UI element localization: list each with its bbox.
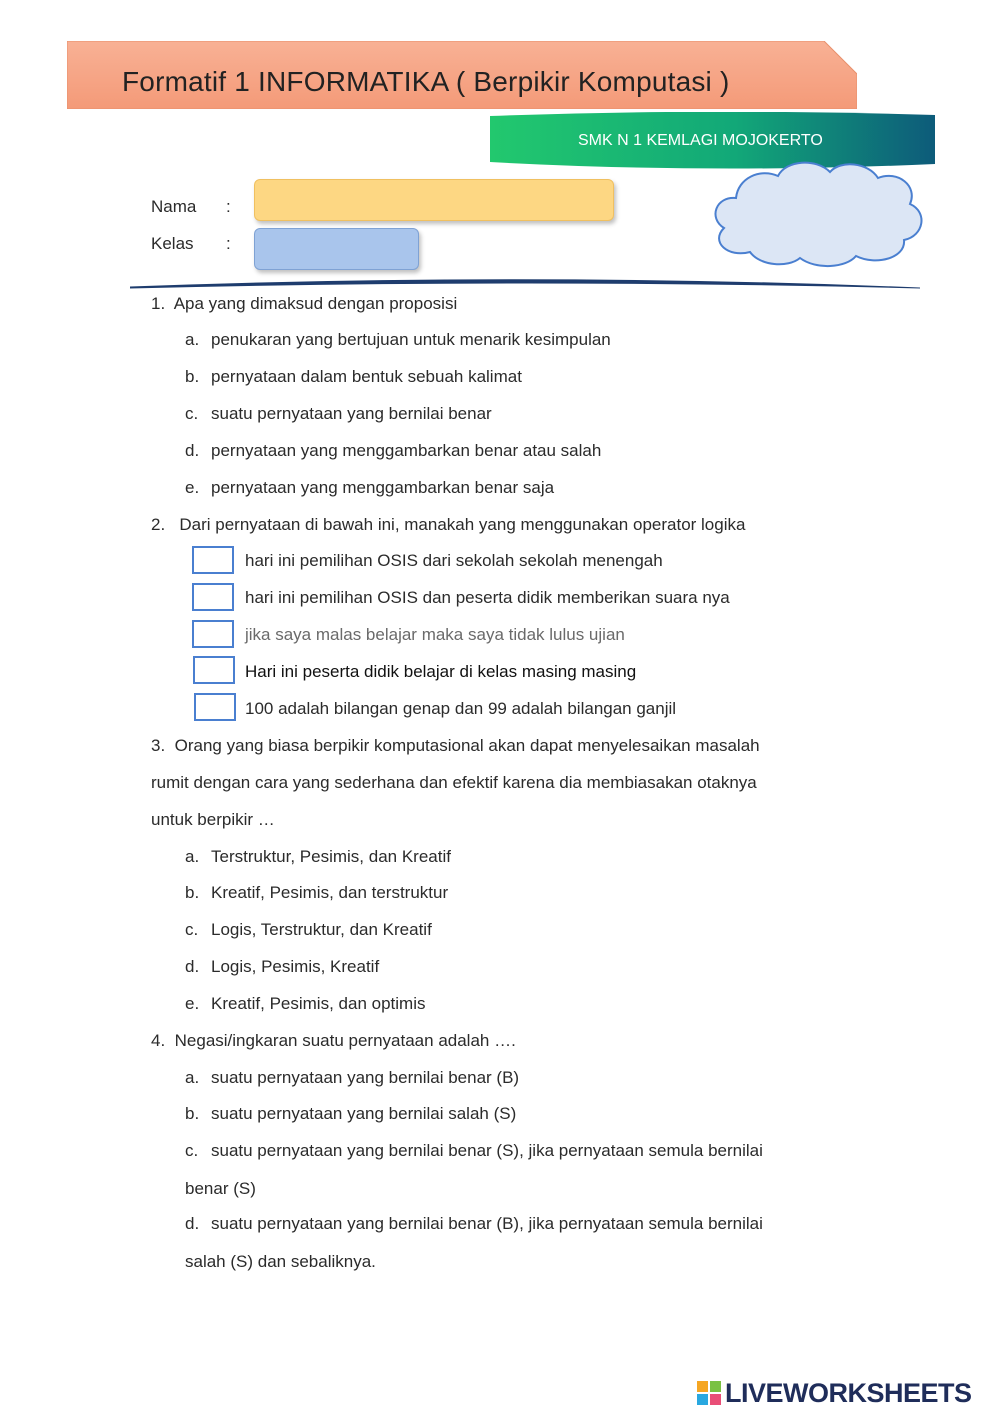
question-text: Dari pernyataan di bawah ini, manakah yang menggunakan operator logika: [179, 515, 746, 534]
option-letter: d.: [185, 957, 200, 976]
option-text: suatu pernyataan yang bernilai salah (S): [211, 1104, 517, 1123]
option-3d[interactable]: [185, 957, 379, 977]
checkbox-label: jika saya malas belajar maka saya tidak lulus ujian: [245, 625, 625, 644]
option-text: suatu pernyataan yang bernilai benar (S), jika pernyataan semula bernilai: [211, 1141, 763, 1160]
option-3b[interactable]: [185, 883, 448, 903]
option-3e[interactable]: [185, 994, 425, 1014]
name-input[interactable]: [254, 179, 614, 221]
option-letter: c.: [185, 1141, 199, 1160]
option-letter: c.: [185, 404, 199, 423]
option-4b[interactable]: [185, 1104, 516, 1124]
option-4d[interactable]: [185, 1214, 763, 1234]
option-4a[interactable]: [185, 1068, 519, 1088]
question-number: 1.: [151, 294, 166, 313]
class-label: Kelas: [151, 234, 194, 253]
question-text: Orang yang biasa berpikir komputasional akan dapat menyelesaikan masalah: [174, 736, 760, 755]
option-letter: b.: [185, 367, 200, 386]
option-text: pernyataan dalam bentuk sebuah kalimat: [211, 367, 522, 386]
option-4c[interactable]: [185, 1141, 763, 1161]
option-text: penukaran yang bertujuan untuk menarik kesimpulan: [211, 330, 611, 349]
option-1c[interactable]: [185, 404, 492, 424]
question-text: Negasi/ingkaran suatu pernyataan adalah ….: [174, 1031, 516, 1050]
option-letter: a.: [185, 330, 200, 349]
cloud-score-box[interactable]: [706, 158, 928, 270]
checkbox-2-4[interactable]: [193, 656, 235, 684]
question-text-cont: rumit dengan cara yang sederhana dan efektif karena dia membiasakan otaknya: [151, 773, 757, 792]
question-1: [151, 294, 457, 314]
question-3: [151, 736, 760, 756]
option-letter: a.: [185, 847, 200, 866]
option-text: Logis, Terstruktur, dan Kreatif: [211, 920, 432, 939]
question-2: [151, 515, 745, 535]
question-text-cont: untuk berpikir …: [151, 810, 275, 829]
option-text: Kreatif, Pesimis, dan optimis: [211, 994, 426, 1013]
checkbox-label: hari ini pemilihan OSIS dari sekolah sekolah menengah: [245, 551, 663, 570]
school-name: SMK N 1 KEMLAGI MOJOKERTO: [578, 132, 823, 149]
option-text: Logis, Pesimis, Kreatif: [211, 957, 380, 976]
option-1e[interactable]: [185, 478, 554, 498]
name-label: Nama: [151, 197, 197, 216]
class-input[interactable]: [254, 228, 419, 270]
option-letter: c.: [185, 920, 199, 939]
liveworksheets-logo: [697, 1378, 972, 1408]
checkbox-label: 100 adalah bilangan genap dan 99 adalah bilangan ganjil: [245, 699, 677, 718]
option-letter: e.: [185, 994, 200, 1013]
option-letter: e.: [185, 478, 200, 497]
option-1d[interactable]: [185, 441, 601, 461]
option-letter: d.: [185, 1214, 200, 1233]
checkbox-label: Hari ini peserta didik belajar di kelas masing masing: [245, 662, 637, 681]
option-1b[interactable]: [185, 367, 522, 387]
class-colon: :: [226, 234, 231, 253]
checkbox-2-2[interactable]: [192, 583, 234, 611]
option-letter: d.: [185, 441, 200, 460]
option-text: suatu pernyataan yang bernilai benar (B), jika pernyataan semula bernilai: [211, 1214, 763, 1233]
checkbox-2-3[interactable]: [192, 620, 234, 648]
option-1a[interactable]: [185, 330, 611, 350]
page-title: Formatif 1 INFORMATIKA ( Berpikir Komputasi ): [122, 66, 730, 97]
option-3a[interactable]: [185, 847, 451, 867]
option-text: Terstruktur, Pesimis, dan Kreatif: [211, 847, 451, 866]
option-4d-cont: salah (S) dan sebaliknya.: [185, 1252, 376, 1271]
divider-line: [130, 274, 922, 294]
option-text: suatu pernyataan yang bernilai benar: [211, 404, 492, 423]
option-4c-cont: benar (S): [185, 1179, 256, 1198]
brand-name: LIVEWORKSHEETS: [725, 1377, 972, 1408]
checkbox-2-1[interactable]: [192, 546, 234, 574]
name-colon: :: [226, 197, 231, 216]
checkbox-2-5[interactable]: [194, 693, 236, 721]
question-number: 4.: [151, 1031, 166, 1050]
option-text: suatu pernyataan yang bernilai benar (B): [211, 1068, 520, 1087]
checkbox-label: hari ini pemilihan OSIS dan peserta didik memberikan suara nya: [245, 588, 730, 607]
option-text: Kreatif, Pesimis, dan terstruktur: [211, 883, 449, 902]
question-text: Apa yang dimaksud dengan proposisi: [173, 294, 458, 313]
question-4: [151, 1031, 516, 1051]
option-3c[interactable]: [185, 920, 432, 940]
option-letter: a.: [185, 1068, 200, 1087]
question-number: 2.: [151, 515, 166, 534]
liveworksheets-logo-icon: [697, 1381, 721, 1405]
option-letter: b.: [185, 883, 200, 902]
option-text: pernyataan yang menggambarkan benar atau salah: [211, 441, 602, 460]
option-letter: b.: [185, 1104, 200, 1123]
option-text: pernyataan yang menggambarkan benar saja: [211, 478, 555, 497]
question-number: 3.: [151, 736, 166, 755]
